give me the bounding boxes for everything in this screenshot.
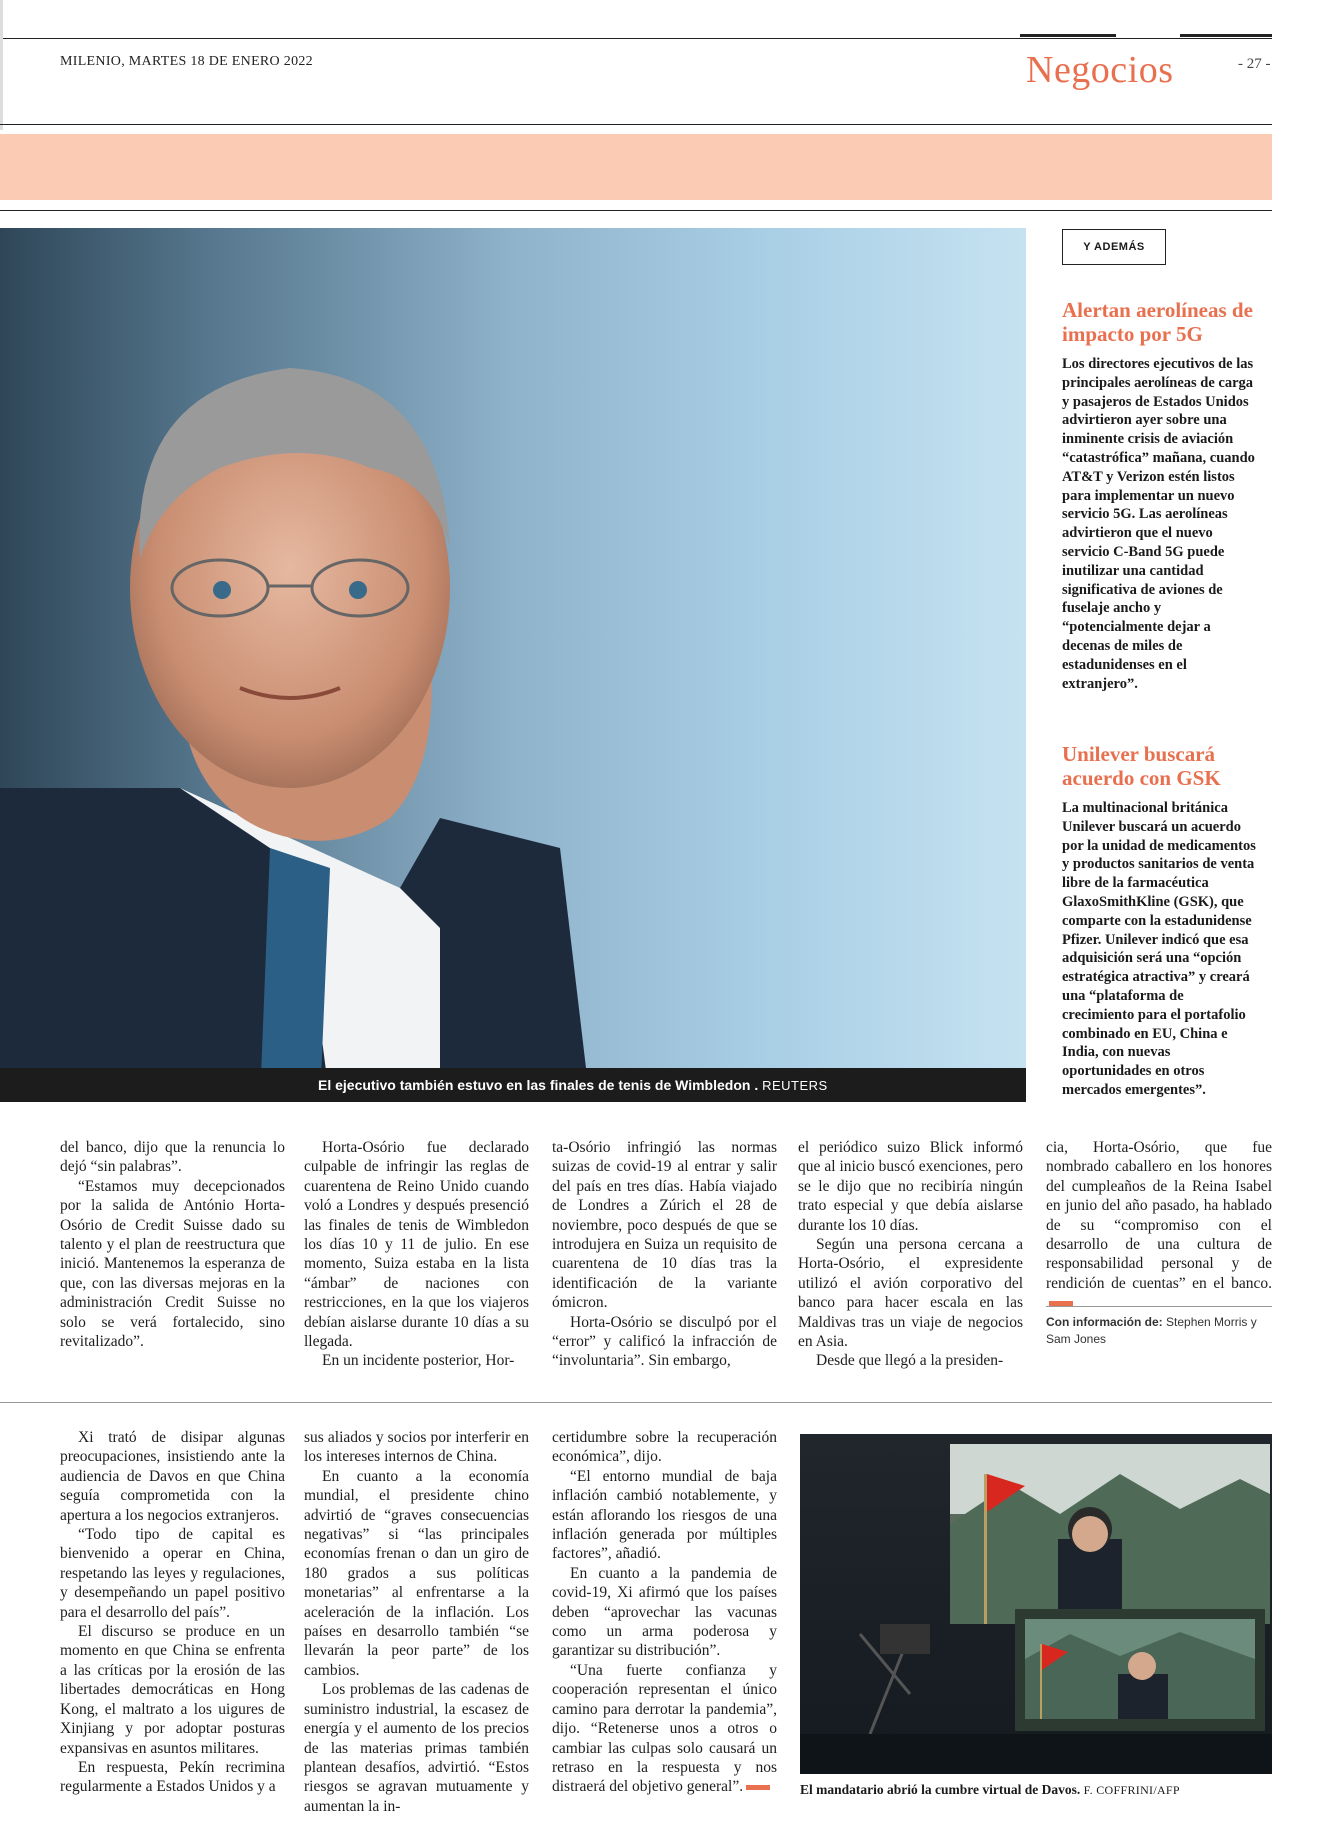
paragraph: Desde que llegó a la presiden- bbox=[816, 1352, 1004, 1370]
paragraph: “El entorno mundial de baja inflación cambió notablemente, y están aflorando los riesgos de una inflación generada por múltiples factores”, añadió. bbox=[552, 1467, 777, 1563]
executive-photo bbox=[0, 228, 1026, 1102]
header-bottom-rule bbox=[0, 124, 1272, 125]
paragraph: ta-Osório infringió las normas suizas de covid-19 al entrar y salir del país en tres días. Había viajado de Londres a Zúrich el 28 de noviembre, poco después de que se introdujera en Suiza un requisito de cuarentena de 10 días tras la identificación de la variante ómicron. bbox=[552, 1139, 777, 1312]
paragraph: En cuanto a la economía mundial, el presidente chino advirtió de “graves consecuencias negativas” si “las principales economías frenan o dan un giro de 180 grados a sus políticas monetarias” al enfrentarse a la aceleración de la inflación. Los países en desarrollo también “se llevarán la peor parte” de los cambios. bbox=[304, 1467, 529, 1679]
paragraph: del banco, dijo que la renuncia lo dejó “sin palabras”. bbox=[60, 1139, 285, 1176]
paragraph: Horta-Osório fue declarado culpable de infringir las reglas de cuarentena de Reino Unido cuando voló a Londres y después presenció las finales de tenis de Wimbledon los días 10 y 11 de julio. En ese momento, Suiza estaba en la lista “ámbar” de naciones con restricciones, en la que los viajeros debían aislarse durante 10 días a su llegada. bbox=[304, 1139, 529, 1351]
paragraph: En un incidente posterior, Hor- bbox=[322, 1352, 515, 1370]
davos-credit: F. COFFRINI/AFP bbox=[1083, 1783, 1180, 1797]
davos-caption-text: El mandatario abrió la cumbre virtual de Davos. bbox=[800, 1782, 1081, 1797]
sidebar-headline: Alertan aerolíneas de impacto por 5G bbox=[1062, 298, 1253, 346]
color-band bbox=[0, 134, 1272, 200]
paragraph: El discurso se produce en un momento en que China se enfrenta a las críticas por la erosión de las libertades democráticas en Hong Kong, el maltrato a los uigures de Xinjiang y por adoptar posturas expansivas en asuntos militares. bbox=[60, 1623, 285, 1757]
info-rule bbox=[1046, 1306, 1272, 1307]
section-title: Negocios bbox=[1026, 49, 1174, 91]
header-date: MILENIO, MARTES 18 DE ENERO 2022 bbox=[60, 54, 313, 69]
paragraph: el periódico suizo Blick informó que al inicio buscó exenciones, pero se le dijo que no recibiría ningún trato especial y que debía aislarse durante los 10 días. bbox=[798, 1139, 1023, 1234]
paragraph: “Estamos muy decepcionados por la salida de António Horta-Osório de Credit Suisse dado su talento y el plan de reestructura que inició. Mantenemos la esperanza de que, con las diversas mejoras en la administración Credit Suisse no solo se verá fortalecido, sino revitalizado”. bbox=[60, 1177, 285, 1351]
sidebar-tag: Y ADEMÁS bbox=[1062, 229, 1166, 265]
sidebar-body: La multinacional británica Unilever buscará un acuerdo por la unidad de medicamentos y productos sanitarios de venta libre de la farmacéutica GlaxoSmithKline (GSK), que comparte con la estadunidense Pfizer. Unilever indicó que esa adquisición será una “opción estratégica atractiva” y creará una “plataforma de crecimiento para el portafolio combinado en EU, China e India, con nuevas oportunidades en otros mercados emergentes”. bbox=[1062, 800, 1256, 1098]
article-divider bbox=[0, 1402, 1272, 1403]
paragraph: Según una persona cercana a Horta-Osório, el expresidente utilizó el avión corporativo del banco para hacer escala en las Maldivas tras un viaje de negocios en Asia. bbox=[798, 1236, 1023, 1351]
paragraph: sus aliados y socios por interferir en los intereses internos de China. bbox=[304, 1429, 529, 1466]
section-mark bbox=[1020, 34, 1116, 37]
info-names: Stephen Morris y Sam Jones bbox=[1046, 1315, 1257, 1346]
page-number: - 27 - bbox=[1238, 56, 1271, 72]
paragraph: En cuanto a la pandemia de covid-19, Xi afirmó que los países deben “aprovechar las vacunas como un arma poderosa y garantizar su distribución”. bbox=[552, 1564, 777, 1660]
paragraph: Los problemas de las cadenas de suministro industrial, la escasez de energía y el aumento de los precios de las materias primas también plantean desafíos, advirtió. “Estos riesgos se agravan mutuamente y aumentan la in- bbox=[304, 1681, 529, 1815]
article2-col2 bbox=[304, 1428, 529, 1816]
article1-col5 bbox=[1046, 1138, 1272, 1313]
paragraph: “Todo tipo de capital es bienvenido a operar en China, respetando las leyes y regulaciones, y desempeñando un papel positivo para el desarrollo del país”. bbox=[60, 1526, 285, 1621]
info-credit bbox=[1046, 1314, 1272, 1348]
end-mark bbox=[746, 1785, 770, 1790]
sidebar-story-1 bbox=[1062, 298, 1258, 693]
left-edge-line bbox=[0, 0, 3, 130]
article2-col1 bbox=[60, 1428, 285, 1797]
paragraph: Horta-Osório se disculpó por el “error” y calificó la infracción de “involuntaria”. Sin embargo, bbox=[552, 1313, 777, 1370]
photo-caption: El ejecutivo también estuvo en las finales de tenis de Wimbledon . bbox=[318, 1077, 759, 1093]
article1-col1 bbox=[60, 1138, 285, 1351]
davos-photo bbox=[800, 1434, 1272, 1774]
paragraph bbox=[552, 1661, 777, 1797]
paragraph: Xi trató de disipar algunas preocupaciones, insistiendo ante la audiencia de Davos en que China seguía comprometida con la apertura a los negocios extranjeros. bbox=[60, 1429, 285, 1524]
article2-col3 bbox=[552, 1428, 777, 1797]
top-rule bbox=[0, 38, 1272, 39]
sidebar-body: Los directores ejecutivos de las principales aerolíneas de carga y pasajeros de Estados Unidos advirtieron ayer sobre una inminente crisis de aviación “catastrófica” mañana, cuando AT&T y Verizon estén listos para implementar un nuevo servicio 5G. Las aerolíneas advirtieron que el nuevo servicio C-Band 5G puede inutilizar una cantidad significativa de aviones de fuselaje ancho y “potencialmente dejar a decenas de miles de estadunidenses en el extranjero”. bbox=[1062, 356, 1255, 692]
article1-col4 bbox=[798, 1138, 1023, 1371]
band-bottom-rule bbox=[0, 210, 1272, 211]
paragraph: En respuesta, Pekín recrimina regularmente a Estados Unidos y a bbox=[60, 1758, 285, 1796]
photo-caption-bar bbox=[0, 1068, 1026, 1102]
article1-col3 bbox=[552, 1138, 777, 1371]
paragraph: certidumbre sobre la recuperación económica”, dijo. bbox=[552, 1429, 777, 1466]
article1-col2 bbox=[304, 1138, 529, 1371]
executive-portrait-illustration bbox=[0, 228, 1026, 1102]
photo-credit: REUTERS bbox=[762, 1078, 828, 1093]
paragraph-text: “Una fuerte confianza y cooperación representan el único camino para derrotar la pandemia”, dijo. “Retenerse unos a otros o cambiar las culpas solo causará un retraso en la respuesta y nos distraerá del objetivo general”. bbox=[552, 1661, 777, 1796]
davos-screens-illustration bbox=[800, 1434, 1272, 1774]
davos-caption bbox=[800, 1782, 1272, 1798]
paragraph-text: cia, Horta-Osório, que fue nombrado caballero en los honores del cumpleaños de la Reina Isabel en junio del año pasado, ha hablado de su “compromiso con el desarrollo de una cultura de responsabilidad personal y de rendición de cuentas” en el banco. bbox=[1046, 1139, 1272, 1292]
info-label: Con información de: bbox=[1046, 1315, 1163, 1329]
sidebar-story-2 bbox=[1062, 742, 1258, 1100]
sidebar-headline: Unilever buscará acuerdo con GSK bbox=[1062, 742, 1221, 790]
page-mark bbox=[1180, 34, 1272, 37]
paragraph bbox=[1046, 1138, 1272, 1313]
